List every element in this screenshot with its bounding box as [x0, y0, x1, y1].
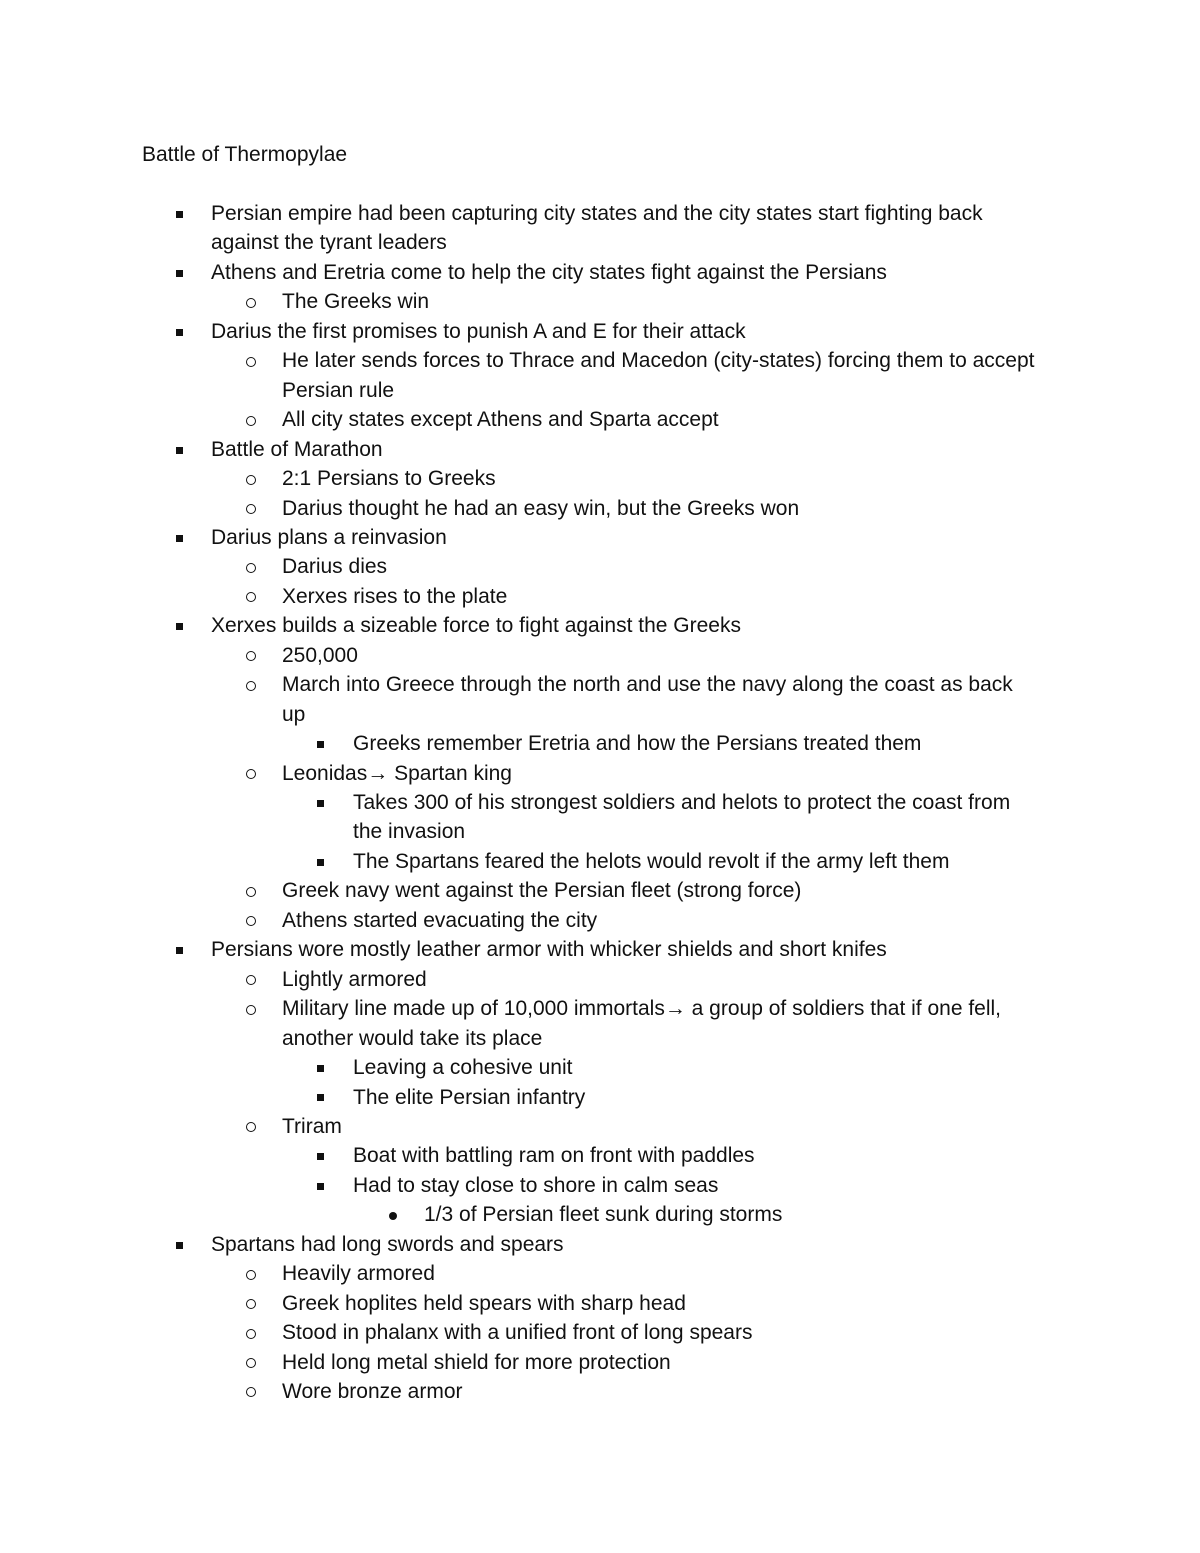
circle-bullet-icon	[246, 1358, 256, 1368]
outline-item-text: 1/3 of Persian fleet sunk during storms	[424, 1203, 783, 1227]
outline-item-text: Xerxes builds a sizeable force to fight against the Greeks	[211, 614, 741, 638]
outline-item-text: Stood in phalanx with a unified front of long spears	[282, 1321, 753, 1345]
circle-bullet-icon	[246, 916, 256, 926]
outline-item-text: Darius plans a reinvasion	[211, 525, 447, 549]
circle-bullet-icon	[246, 1329, 256, 1339]
outline-item-text: Greek hoplites held spears with sharp head	[282, 1291, 686, 1315]
circle-bullet-icon	[246, 416, 256, 426]
square-bullet-icon	[317, 1065, 324, 1072]
bullet-marker	[246, 994, 256, 1024]
bullet-marker	[317, 1053, 324, 1083]
outline-item-text: Lightly armored	[282, 967, 427, 991]
bullet-marker	[317, 1083, 324, 1113]
bullet-marker	[176, 435, 183, 465]
outline-item-text: Triram	[282, 1114, 342, 1138]
square-bullet-icon	[317, 1183, 324, 1190]
outline-item-text: Boat with battling ram on front with paddles	[353, 1144, 755, 1168]
bullet-marker	[246, 759, 256, 789]
circle-bullet-icon	[246, 651, 256, 661]
bullet-marker	[176, 317, 183, 347]
outline-item-text: Persian rule	[282, 378, 395, 402]
bullet-marker	[246, 641, 256, 671]
bullet-marker	[246, 1348, 256, 1378]
bullet-marker	[246, 552, 256, 582]
circle-bullet-icon	[246, 975, 256, 985]
square-bullet-icon	[176, 211, 183, 218]
outline-item-text: Darius the first promises to punish A and E for their attack	[211, 319, 746, 343]
circle-bullet-icon	[246, 1005, 256, 1015]
circle-bullet-icon	[246, 681, 256, 691]
outline-item-text: All city states except Athens and Sparta accept	[282, 408, 719, 432]
circle-bullet-icon	[246, 1299, 256, 1309]
bullet-marker	[246, 906, 256, 936]
bullet-marker	[176, 523, 183, 553]
outline-item-text: 2:1 Persians to Greeks	[282, 467, 496, 491]
outline-item-text: Persian empire had been capturing city states and the city states start fighting back	[211, 202, 983, 225]
outline-item-text: Persians wore mostly leather armor with whicker shields and short knifes	[211, 938, 887, 962]
outline-item-text: Athens started evacuating the city	[282, 908, 598, 932]
outline-item-text: Darius dies	[282, 555, 388, 579]
outline-item-text: up	[282, 702, 306, 726]
bullet-marker	[176, 199, 183, 229]
bullet-marker	[246, 405, 256, 435]
bullet-marker	[246, 876, 256, 906]
bullet-marker	[176, 258, 183, 288]
outline-item-text: The Spartans feared the helots would revolt if the army left them	[353, 849, 950, 873]
outline-item-text: Xerxes rises to the plate	[282, 584, 508, 608]
outline-item-text: March into Greece through the north and use the navy along the coast as back	[282, 673, 1013, 697]
bullet-marker	[317, 788, 324, 818]
outline-item-text: Athens and Eretria come to help the city states fight against the Persians	[211, 260, 887, 284]
bullet-marker	[246, 464, 256, 494]
outline-item-text: Wore bronze armor	[282, 1380, 463, 1403]
square-bullet-icon	[317, 741, 324, 748]
outline-item-text: Battle of Marathon	[211, 437, 383, 461]
bullet-marker	[246, 1112, 256, 1142]
circle-bullet-icon	[246, 1270, 256, 1280]
outline-item-text: Greek navy went against the Persian fleet (strong force)	[282, 879, 802, 903]
bullet-marker	[176, 935, 183, 965]
bullet-marker	[317, 729, 324, 759]
circle-bullet-icon	[246, 592, 256, 602]
bullet-marker	[246, 346, 256, 376]
circle-bullet-icon	[246, 769, 256, 779]
outline-item-text: Spartans had long swords and spears	[211, 1232, 564, 1256]
square-bullet-icon	[317, 1153, 324, 1160]
square-bullet-icon	[317, 1094, 324, 1101]
bullet-marker	[246, 582, 256, 612]
outline-item-text: 250,000	[282, 643, 358, 667]
outline-item-text: Military line made up of 10,000 immortals→ a group of soldiers that if one fell,	[282, 997, 1002, 1021]
square-bullet-icon	[317, 859, 324, 866]
bullet-marker	[246, 1259, 256, 1289]
outline-item-text: Darius thought he had an easy win, but the Greeks won	[282, 496, 800, 520]
outline-item-text: The Greeks win	[282, 290, 430, 314]
square-bullet-icon	[176, 270, 183, 277]
square-bullet-icon	[176, 329, 183, 336]
page-title: Battle of Thermopylae	[142, 143, 348, 166]
square-bullet-icon	[176, 447, 183, 454]
outline-item-text: Greeks remember Eretria and how the Persians treated them	[353, 732, 922, 756]
bullet-marker	[246, 670, 256, 700]
bullet-marker	[246, 965, 256, 995]
square-bullet-icon	[176, 1242, 183, 1249]
outline-item-text: Heavily armored	[282, 1262, 435, 1286]
square-bullet-icon	[176, 535, 183, 542]
bullet-marker	[176, 1230, 183, 1260]
bullet-marker	[246, 494, 256, 524]
outline-item-text: Held long metal shield for more protection	[282, 1350, 671, 1374]
bullet-marker	[246, 1289, 256, 1319]
circle-bullet-icon	[246, 563, 256, 573]
circle-bullet-icon	[246, 475, 256, 485]
dot-bullet-icon	[389, 1212, 397, 1220]
bullet-marker	[389, 1200, 397, 1230]
bullet-marker	[176, 611, 183, 641]
outline-item-text: another would take its place	[282, 1026, 543, 1050]
circle-bullet-icon	[246, 887, 256, 897]
circle-bullet-icon	[246, 357, 256, 367]
circle-bullet-icon	[246, 1387, 256, 1397]
square-bullet-icon	[176, 947, 183, 954]
outline-item-text: Leonidas→ Spartan king	[282, 761, 512, 785]
square-bullet-icon	[176, 623, 183, 630]
bullet-marker	[317, 847, 324, 877]
circle-bullet-icon	[246, 298, 256, 308]
outline-item-text: The elite Persian infantry	[353, 1085, 586, 1109]
outline-item-text: Takes 300 of his strongest soldiers and helots to protect the coast from	[353, 791, 1011, 814]
bullet-marker	[317, 1171, 324, 1201]
circle-bullet-icon	[246, 504, 256, 514]
bullet-marker	[246, 1377, 256, 1407]
outline-item-text: the invasion	[353, 820, 466, 844]
outline-item-text: Had to stay close to shore in calm seas	[353, 1173, 719, 1197]
square-bullet-icon	[317, 800, 324, 807]
bullet-marker	[246, 287, 256, 317]
circle-bullet-icon	[246, 1122, 256, 1132]
bullet-marker	[246, 1318, 256, 1348]
outline-item-text: He later sends forces to Thrace and Macedon (city-states) forcing them to accept	[282, 349, 1035, 373]
outline-item-text: against the tyrant leaders	[211, 231, 447, 255]
bullet-marker	[317, 1141, 324, 1171]
outline-item-text: Leaving a cohesive unit	[353, 1056, 573, 1080]
